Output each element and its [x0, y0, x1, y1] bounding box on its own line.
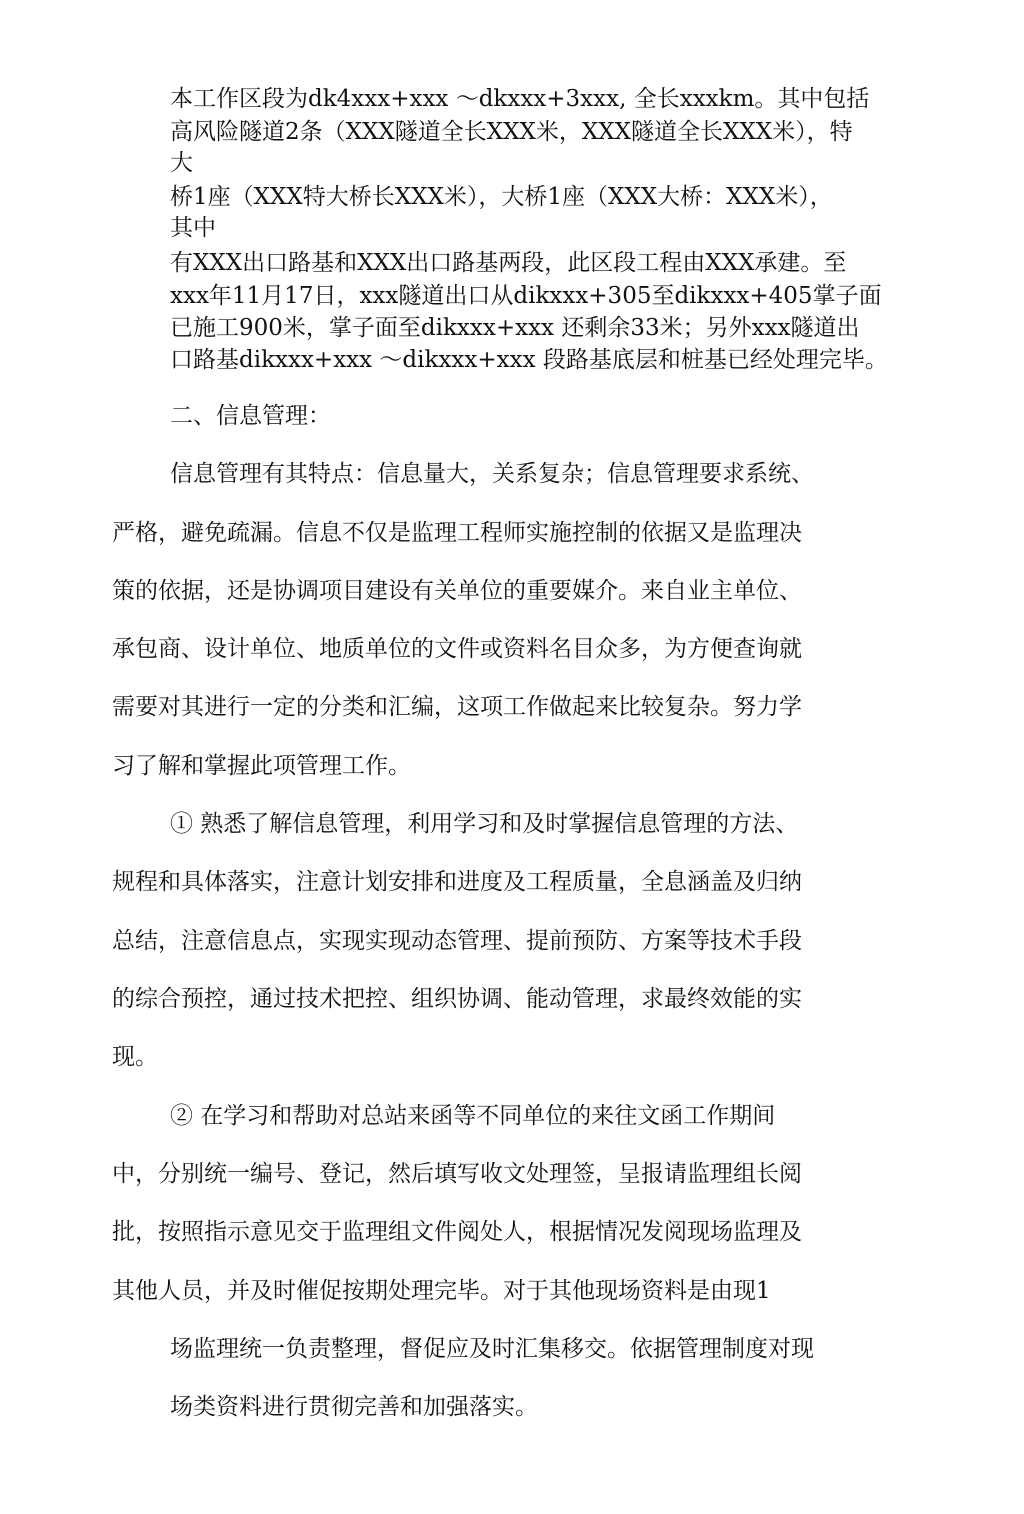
intro-line: 有XXX出口路基和XXX出口路基两段，此区段工程由XXX承建。至: [170, 250, 847, 276]
intro-line: xxx年11月17日，xxx隧道出口从dikxxx+305至dikxxx+405掌子面: [170, 283, 882, 309]
intro-line: 大: [170, 150, 193, 176]
list-item-line: 场监理统一负责整理，督促应及时汇集移交。依据管理制度对现: [170, 1336, 814, 1362]
list-item-line: ② 在学习和帮助对总站来函等不同单位的来往文函工作期间: [170, 1103, 776, 1129]
intro-line: 其中: [170, 215, 216, 241]
paragraph-line: 需要对其进行一定的分类和汇编，这项工作做起来比较复杂。努力学: [112, 694, 802, 720]
intro-line: 已施工900米，掌子面至dikxxx+xxx 还剩余33米；另外xxx隧道出: [170, 315, 860, 341]
list-item-line: 其他人员，并及时催促按期处理完毕。对于其他现场资料是由现1: [112, 1278, 771, 1304]
list-item-line: 规程和具体落实，注意计划安排和进度及工程质量，全息涵盖及归纳: [112, 869, 802, 895]
paragraph-line: 信息管理有其特点：信息量大，关系复杂；信息管理要求系统、: [170, 461, 814, 487]
list-item-line: 总结，注意信息点，实现实现动态管理、提前预防、方案等技术手段: [112, 928, 802, 954]
list-item-line: 的综合预控，通过技术把控、组织协调、能动管理，求最终效能的实: [112, 986, 802, 1012]
list-item-line: 现。: [112, 1044, 158, 1070]
paragraph-line: 策的依据，还是协调项目建设有关单位的重要媒介。来自业主单位、: [112, 578, 802, 604]
paragraph-line: 习了解和掌握此项管理工作。: [112, 753, 411, 779]
intro-line: 高风险隧道2条（XXX隧道全长XXX米，XXX隧道全长XXX米），特: [170, 119, 853, 145]
list-item-line: 中，分别统一编号、登记，然后填写收文处理签，呈报请监理组长阅: [112, 1161, 802, 1187]
list-item-line: ① 熟悉了解信息管理，利用学习和及时掌握信息管理的方法、: [170, 811, 799, 837]
paragraph-line: 承包商、设计单位、地质单位的文件或资料名目众多，为方便查询就: [112, 636, 802, 662]
list-item-line: 批，按照指示意见交于监理组文件阅处人，根据情况发阅现场监理及: [112, 1219, 802, 1245]
intro-line: 口路基dikxxx+xxx ～dikxxx+xxx 段路基底层和桩基已经处理完毕。: [170, 347, 888, 373]
intro-line: 桥1座（XXX特大桥长XXX米），大桥1座（XXX大桥：XXX米），: [170, 184, 833, 210]
list-item-line: 场类资料进行贯彻完善和加强落实。: [170, 1394, 538, 1420]
paragraph-line: 严格，避免疏漏。信息不仅是监理工程师实施控制的依据又是监理决: [112, 520, 802, 546]
intro-line: 本工作区段为dk4xxx+xxx ～dkxxx+3xxx, 全长xxxkm。其中包括: [170, 86, 870, 112]
section-heading: 二、信息管理：: [170, 403, 331, 429]
